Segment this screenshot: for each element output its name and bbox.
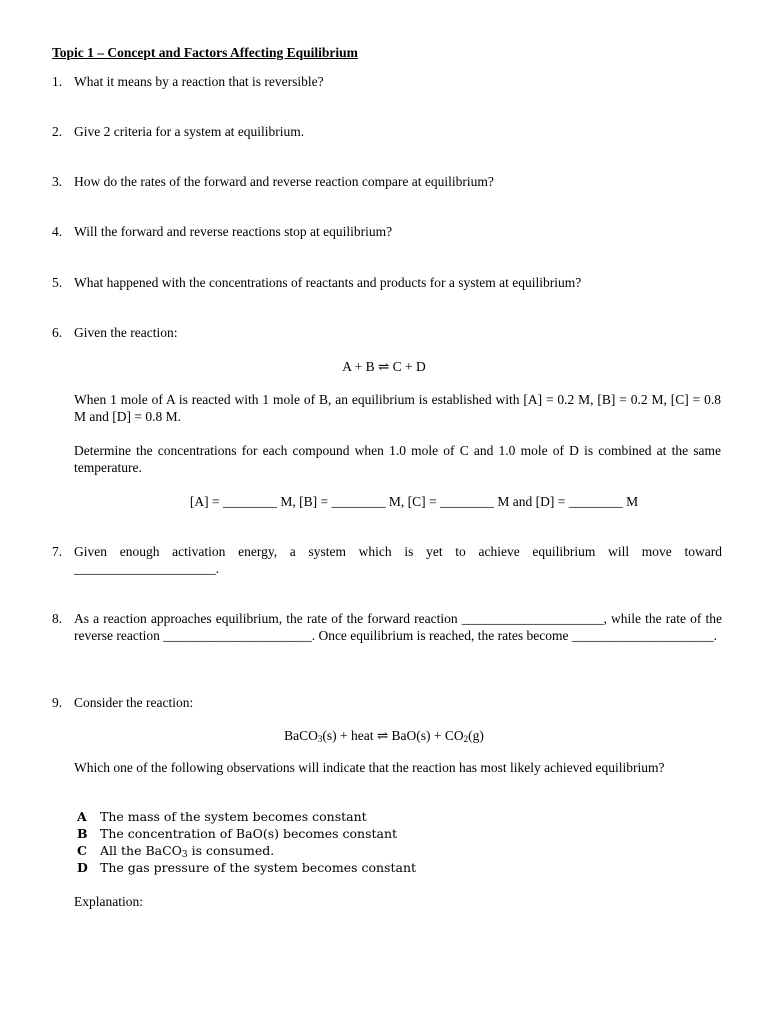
question-prompt: Which one of the following observations will indicate that the reaction has most likely achieved equilibrium?	[74, 760, 665, 775]
subscript: 3	[317, 734, 323, 744]
question-number: 8.	[52, 611, 63, 626]
question-2	[52, 123, 722, 140]
question-text: As a reaction approaches equilibrium, the rate of the forward reaction _____________________, while the rate of the reverse reaction ______________________. Once equilibrium is reached, the rates become _____________________.	[74, 611, 722, 643]
option-text: The concentration of BaO(s) becomes constant	[100, 826, 398, 841]
option-letter: B	[77, 826, 88, 841]
question-3	[52, 173, 722, 190]
question-8	[52, 610, 722, 644]
question-text: Consider the reaction:	[74, 695, 194, 710]
equation-part: BaCO	[284, 728, 318, 743]
question-text: How do the rates of the forward and reverse reaction compare at equilibrium?	[74, 174, 494, 189]
question-number: 4.	[52, 224, 63, 239]
option-letter: C	[77, 843, 87, 858]
option-text: All the BaCO	[100, 843, 182, 858]
option-c	[77, 842, 274, 859]
option-d	[77, 859, 416, 876]
page-title: Topic 1 – Concept and Factors Affecting Equilibrium	[52, 45, 358, 60]
equation-part: (g)	[468, 728, 484, 743]
question-number: 2.	[52, 124, 63, 139]
question-text: What happened with the concentrations of reactants and products for a system at equilibrium?	[74, 275, 582, 290]
task-instruction: Determine the concentrations for each compound when 1.0 mole of C and 1.0 mole of D is combined at the same temperature.	[74, 443, 721, 475]
question-number: 6.	[52, 325, 63, 340]
equation-part: (s) + heat ⇌ BaO(s) + CO	[322, 728, 464, 743]
option-letter: D	[77, 860, 88, 875]
subscript: 3	[181, 850, 188, 860]
question-5	[52, 274, 722, 291]
given-conditions: When 1 mole of A is reacted with 1 mole of B, an equilibrium is established with [A] = 0.2 M, [B] = 0.2 M, [C] = 0.8 M and [D] = 0.8 M.	[74, 392, 721, 424]
option-a	[77, 808, 367, 825]
explanation-label: Explanation:	[74, 894, 143, 909]
reaction-equation	[0, 727, 768, 744]
subscript: 2	[463, 734, 469, 744]
question-7	[52, 543, 722, 577]
answer-line: [A] = ________ M, [B] = ________ M, [C] = ________ M and [D] = ________ M	[189, 494, 639, 509]
option-letter: A	[77, 809, 87, 824]
question-6	[52, 324, 722, 341]
option-b	[77, 825, 397, 842]
question-text: Given the reaction:	[74, 325, 178, 340]
question-9	[52, 694, 722, 711]
question-1	[52, 73, 722, 90]
question-4	[52, 223, 722, 240]
question-number: 7.	[52, 544, 63, 559]
option-text: is consumed.	[187, 843, 275, 858]
question-number: 3.	[52, 174, 63, 189]
reaction-equation: A + B ⇌ C + D	[342, 359, 426, 374]
question-text: Will the forward and reverse reactions stop at equilibrium?	[74, 224, 393, 239]
question-number: 5.	[52, 275, 63, 290]
question-number: 9.	[52, 695, 63, 710]
question-text: Give 2 criteria for a system at equilibrium.	[74, 124, 305, 139]
option-text: The mass of the system becomes constant	[100, 809, 367, 824]
question-text: Given enough activation energy, a system which is yet to achieve equilibrium will move toward _____________________.	[74, 544, 722, 576]
option-text: The gas pressure of the system becomes constant	[100, 860, 417, 875]
question-text: What it means by a reaction that is reversible?	[74, 74, 324, 89]
question-number: 1.	[52, 74, 63, 89]
